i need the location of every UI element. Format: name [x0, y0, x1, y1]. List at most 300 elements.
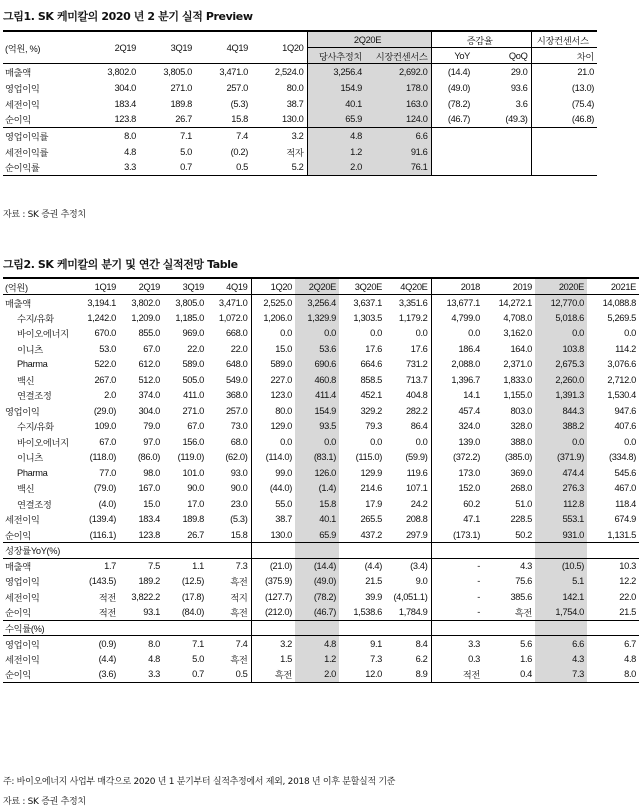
figure2-cell: (0.9) [98, 638, 116, 649]
figure2-cell: 304.0 [138, 405, 160, 416]
figure1-cell: 93.6 [510, 82, 528, 93]
figure2-row-label: 수지/유화 [17, 422, 54, 433]
figure2-cell: 126.0 [295, 465, 339, 481]
figure2-row-label: 백신 [17, 484, 35, 495]
figure1-row-label: 영업이익률 [3, 128, 79, 144]
figure2-cell: 14.1 [431, 388, 483, 404]
figure2-cell [431, 620, 483, 636]
figure2-cell: 17.9 [365, 498, 382, 509]
figure2-row-label: 순이익 [5, 670, 31, 680]
figure2-row [3, 372, 639, 388]
figure2-cell [295, 543, 339, 559]
figure2-cell: 9.0 [415, 576, 428, 587]
figure2-col-header: 2Q19 [119, 278, 163, 295]
figure2-cell: 39.9 [365, 591, 382, 602]
figure2-cell: 79.0 [143, 421, 160, 432]
figure2-cell: (173.1) [431, 527, 483, 543]
figure2-cell: 3.3 [148, 669, 160, 679]
figure2-cell: 6.2 [415, 653, 428, 664]
figure1-cell [473, 144, 531, 160]
figure1-row [3, 144, 597, 160]
figure1-cell: 4.8 [124, 146, 136, 157]
figure2-cell: 0.0 [535, 434, 587, 450]
figure2-cell: 흑전 [251, 667, 295, 683]
figure2-row-label: 이니츠 [17, 344, 43, 355]
figure2-cell: 0.0 [370, 328, 382, 339]
figure2-cell: 388.0 [510, 436, 532, 447]
figure1-cell [431, 144, 473, 160]
figure2-col-header: 2021E [587, 278, 639, 295]
figure1-cell: 7.1 [139, 128, 195, 144]
figure2-cell: 90.0 [230, 483, 248, 494]
figure2-row [3, 558, 639, 574]
figure2-cell: (4,051.1) [393, 591, 428, 602]
figure2-cell: 167.0 [138, 483, 160, 494]
figure1-cell: 3,805.0 [163, 66, 192, 77]
figure2-cell [483, 620, 535, 636]
figure1-table-body [3, 64, 597, 176]
figure2-cell: 73.0 [230, 421, 248, 432]
figure2-row-label: 매출액 [5, 298, 31, 309]
figure1-header-row-1 [3, 31, 597, 48]
figure1-cell: 5.2 [291, 162, 304, 173]
figure2-cell: 969.0 [182, 328, 204, 339]
figure2-col-header: 2018 [431, 278, 483, 295]
figure1-cell: 65.9 [307, 112, 365, 128]
figure2-cell: 75.6 [515, 576, 532, 587]
figure2-cell: - [431, 574, 483, 590]
figure2-row [3, 574, 639, 590]
figure2-cell: 931.0 [535, 527, 587, 543]
figure2-cell: 297.9 [405, 529, 428, 540]
figure2-cell: 8.0 [624, 669, 636, 679]
figure2-col-header: 3Q20E [339, 278, 385, 295]
figure2-cell: 3,256.4 [295, 295, 339, 311]
figure2-cell: 123.8 [138, 529, 160, 540]
figure2-cell: 208.8 [405, 514, 428, 525]
figure2-cell: 553.1 [535, 512, 587, 528]
figure1-cell: 178.0 [365, 80, 431, 96]
figure2-row [3, 326, 639, 342]
figure2-cell: 1,303.5 [353, 312, 382, 323]
figure2-cell [385, 543, 431, 559]
figure1-subheader: QoQ [473, 48, 531, 64]
figure2-cell: 3,637.1 [353, 297, 382, 308]
figure2-row-label: 세전이익 [5, 592, 40, 603]
figure2-cell: 15.0 [143, 498, 160, 509]
figure2-cell [251, 620, 295, 636]
figure1-cell [473, 160, 531, 176]
figure2-cell [207, 543, 251, 559]
figure1-cell: 3,802.0 [107, 66, 136, 77]
figure1-row [3, 112, 597, 128]
figure2-row-label: 순이익 [5, 530, 31, 541]
figure2-col-header: 1Q20 [251, 278, 295, 295]
figure2-cell: 4.8 [624, 653, 636, 664]
figure1-cell [431, 160, 473, 176]
figure2-cell: 0.0 [295, 434, 339, 450]
figure2-cell: 53.6 [295, 341, 339, 357]
figure2-cell: 411.0 [183, 390, 204, 401]
figure1-cell: (49.3) [505, 114, 528, 125]
figure2-cell: 164.0 [510, 343, 532, 354]
figure2-cell: 0.3 [431, 651, 483, 667]
figure2-cell: 589.0 [251, 357, 295, 373]
figure1-cell: 0.5 [236, 162, 248, 173]
figure2-cell: 545.6 [614, 467, 636, 478]
figure2-cell: 67.0 [187, 421, 204, 432]
figure2-cell: 1,242.0 [87, 312, 116, 323]
figure2-cell: 0.4 [520, 669, 532, 679]
figure2-cell: (10.5) [535, 558, 587, 574]
figure2-cell: 329.2 [360, 405, 382, 416]
figure2-cell: 22.0 [619, 591, 636, 602]
figure2-cell: 668.0 [225, 328, 248, 339]
figure2-cell: 4,708.0 [503, 312, 532, 323]
figure2-cell: 2.0 [295, 667, 339, 683]
figure2-cell: 4.8 [295, 636, 339, 652]
figure2-cell: 적전 [98, 592, 116, 603]
figure2-cell: (4.4) [364, 561, 382, 571]
figure1-col-header: 1Q20 [251, 31, 307, 64]
figure2-cell: 67.0 [99, 436, 116, 447]
figure2-cell: (12.5) [181, 576, 204, 587]
figure2-cell: 731.2 [405, 359, 428, 370]
figure2-cell: 0.0 [535, 326, 587, 342]
figure2-row [3, 295, 639, 311]
figure2-source: 자료 : SK 증권 추정치 [3, 797, 86, 807]
figure2-cell: 86.4 [410, 421, 428, 432]
figure2-cell: 130.0 [251, 527, 295, 543]
figure2-cell: 276.3 [535, 481, 587, 497]
figure1-cell: 163.0 [365, 96, 431, 112]
figure2-cell: 3,802.0 [131, 297, 160, 308]
figure2-cell: (4.0) [98, 498, 116, 509]
figure2-cell: 93.1 [143, 607, 160, 617]
figure2-row [3, 589, 639, 605]
figure2-cell: 467.0 [614, 483, 636, 494]
figure2-cell: 452.1 [360, 390, 382, 401]
figure2-note: 주: 바이오에너지 사업부 매각으로 2020 년 1 분기부터 실적추정에서 제외, 2018 년 이후 분할실적 기준 [3, 777, 396, 787]
figure2-cell: 118.4 [615, 498, 636, 509]
figure2-cell: 2,525.0 [251, 295, 295, 311]
figure2-cell: 142.1 [535, 589, 587, 605]
figure2-row [3, 651, 639, 667]
figure2-cell [535, 620, 587, 636]
figure2-cell: 505.0 [182, 374, 204, 385]
figure2-cell: 26.7 [187, 529, 204, 540]
figure2-cell: 1,179.2 [398, 312, 428, 323]
figure2-cell: 12,770.0 [535, 295, 587, 311]
figure1-group-2q20e: 2Q20E [307, 31, 431, 48]
figure2-cell: (84.0) [181, 607, 204, 617]
figure2-cell [207, 620, 251, 636]
figure1-cell: 91.6 [365, 144, 431, 160]
figure1-cell: (49.0) [431, 80, 473, 96]
figure2-cell: 107.1 [405, 483, 428, 494]
figure2-cell: 664.6 [360, 359, 382, 370]
figure2-cell: 4.8 [148, 653, 160, 664]
figure2-row [3, 357, 639, 373]
figure1-cell: 257.0 [226, 82, 248, 93]
figure2-cell: 460.8 [295, 372, 339, 388]
figure2-cell: 3,471.0 [218, 297, 248, 308]
figure1-cell: 2,692.0 [365, 64, 431, 80]
figure2-cell: 67.0 [143, 343, 160, 354]
figure2-cell: 13,677.1 [431, 295, 483, 311]
figure2-cell: (115.0) [355, 452, 382, 463]
figure2-cell: 22.0 [230, 343, 248, 354]
figure1-col-header: 3Q19 [139, 31, 195, 64]
figure2-cell: (29.0) [93, 405, 116, 416]
figure2-cell: 152.0 [431, 481, 483, 497]
figure2-cell: 844.3 [535, 403, 587, 419]
figure2-cell: (78.2) [295, 589, 339, 605]
figure2-table-body [3, 295, 639, 683]
figure1-title: 그림1. SK 케미칼의 2020 년 2 분기 실적 Preview [3, 10, 253, 23]
figure1-unit-label: (억원, %) [3, 31, 79, 64]
figure2-row [3, 512, 639, 528]
figure2-cell: 947.6 [614, 405, 636, 416]
figure1-cell: 189.8 [170, 98, 192, 109]
figure2-cell [587, 620, 639, 636]
figure2-cell: 1,538.6 [353, 607, 382, 617]
figure2-cell: (86.0) [137, 452, 160, 463]
figure2-cell: 268.0 [510, 483, 532, 494]
figure2-cell: (385.0) [504, 452, 532, 463]
figure2-cell: 512.0 [138, 374, 160, 385]
figure1-cell: (14.4) [431, 64, 473, 80]
figure2-cell: 374.0 [138, 390, 160, 401]
figure2-row [3, 403, 639, 419]
figure2-title: 그림2. SK 케미칼의 분기 및 연간 실적전망 Table [3, 258, 238, 271]
figure2-row-label: 바이오에너지 [17, 329, 69, 340]
figure1-cell: 7.4 [195, 128, 251, 144]
figure1-cell: 76.1 [365, 160, 431, 176]
figure1-cell: 4.8 [307, 128, 365, 144]
figure2-row [3, 481, 639, 497]
figure2-cell: (5.3) [230, 514, 248, 525]
figure2-cell: 23.0 [230, 498, 248, 509]
figure1-subheader: 시장컨센서스 [365, 48, 431, 64]
figure2-section-row [3, 543, 639, 559]
figure2-cell: 15.8 [295, 496, 339, 512]
figure2-cell: 8.9 [415, 669, 428, 679]
figure2-row-label: 영업이익 [5, 639, 40, 650]
figure2-cell: 17.6 [365, 343, 382, 354]
figure2-cell: 0.0 [295, 326, 339, 342]
figure2-cell: 21.5 [619, 607, 636, 617]
figure2-cell: 1,396.7 [431, 372, 483, 388]
figure2-cell: 65.9 [295, 527, 339, 543]
figure2-cell: 0.0 [624, 436, 636, 447]
figure1-cell: (13.0) [531, 80, 597, 96]
figure2-row [3, 450, 639, 466]
figure2-cell: 3,822.2 [131, 591, 160, 602]
figure2-cell: 385.6 [510, 591, 532, 602]
figure2-cell: 17.0 [187, 498, 204, 509]
figure2-cell: 713.7 [405, 374, 428, 385]
figure2-cell: 2,260.0 [535, 372, 587, 388]
figure2-row [3, 527, 639, 543]
figure2-row [3, 605, 639, 621]
figure1-row-label: 세전이익 [5, 99, 40, 110]
figure2-cell [75, 543, 119, 559]
figure2-cell: 4.3 [520, 561, 532, 571]
figure2-cell: 3,194.1 [87, 297, 116, 308]
figure2-cell: 101.0 [182, 467, 204, 478]
figure1-cell [473, 128, 531, 144]
figure2-cell [431, 543, 483, 559]
figure1-cell: (75.4) [531, 96, 597, 112]
figure2-cell: 674.9 [614, 514, 636, 525]
figure2-cell: 1,754.0 [535, 605, 587, 621]
figure2-section-title: 성장률YoY(%) [3, 543, 75, 559]
figure2-cell: 10.3 [619, 561, 636, 571]
figure2-cell: - [431, 589, 483, 605]
figure2-cell: 2,088.0 [431, 357, 483, 373]
figure1-cell: 304.0 [114, 82, 136, 93]
figure2-row [3, 636, 639, 652]
figure1-cell: 3,256.4 [307, 64, 365, 80]
figure2-cell: (371.9) [535, 450, 587, 466]
figure1-cell: 3.2 [251, 128, 307, 144]
figure2-cell: 228.5 [510, 514, 532, 525]
figure1-cell: 적자 [286, 147, 304, 158]
figure1-cell: 3,471.0 [219, 66, 248, 77]
figure2-cell: 15.8 [230, 529, 248, 540]
figure1-cell: 3.6 [515, 98, 528, 109]
figure2-cell: (118.0) [89, 452, 116, 463]
figure2-cell: 1,784.9 [398, 607, 428, 617]
figure1-cell: (46.7) [431, 112, 473, 128]
figure2-cell: 1,391.3 [535, 388, 587, 404]
figure2-cell: (79.0) [93, 483, 116, 494]
figure2-cell: 112.8 [535, 496, 587, 512]
figure1-subheader: 당사추정치 [307, 48, 365, 64]
figure2-cell: 265.5 [360, 514, 382, 525]
figure2-cell: 0.0 [624, 328, 636, 339]
figure2-cell: 803.0 [510, 405, 532, 416]
figure1-cell: 1.2 [307, 144, 365, 160]
figure2-cell [385, 620, 431, 636]
figure1-row-label: 순이익률 [5, 163, 40, 174]
figure2-cell [587, 543, 639, 559]
figure2-cell: (44.0) [251, 481, 295, 497]
figure2-row [3, 465, 639, 481]
figure2-cell: 129.9 [360, 467, 382, 478]
figure2-cell: 189.2 [138, 576, 160, 587]
figure2-cell: (3.4) [410, 561, 428, 571]
figure2-cell: 388.2 [535, 419, 587, 435]
figure2-cell: 1,209.0 [131, 312, 160, 323]
figure2-cell: 154.9 [295, 403, 339, 419]
figure2-cell: 411.4 [295, 388, 339, 404]
figure2-row-label: 연결조정 [17, 391, 52, 402]
figure2-cell: 0.5 [235, 669, 248, 679]
figure1-subheader: YoY [431, 48, 473, 64]
figure2-cell: (46.7) [295, 605, 339, 621]
figure2-row-label: 매출액 [5, 562, 31, 572]
figure2-cell: 437.2 [360, 529, 382, 540]
figure2-header-row [3, 278, 639, 295]
figure2-cell: 50.2 [515, 529, 532, 540]
figure1-cell: 38.7 [286, 98, 304, 109]
figure2-cell: (372.2) [431, 450, 483, 466]
figure1-cell: 2.0 [307, 160, 365, 176]
figure2-row [3, 341, 639, 357]
figure2-col-header: 4Q19 [207, 278, 251, 295]
figure1-table [3, 30, 597, 176]
figure2-cell: 7.3 [535, 667, 587, 683]
figure2-row-label: 영업이익 [5, 577, 40, 588]
figure2-cell: 12.2 [619, 576, 636, 587]
figure2-cell [295, 620, 339, 636]
figure2-cell: 2,675.3 [535, 357, 587, 373]
figure1-group-diff: 시장컨센서스 [531, 31, 597, 48]
figure1-cell [531, 160, 597, 176]
figure2-cell: 68.0 [230, 436, 248, 447]
figure2-cell: 14,272.1 [498, 297, 532, 308]
figure2-cell: 1.1 [192, 561, 204, 571]
figure2-cell: 3.2 [251, 636, 295, 652]
figure1-cell: (78.2) [431, 96, 473, 112]
figure1-cell: 3.3 [124, 162, 136, 173]
figure2-row-label: 이니츠 [17, 453, 43, 464]
figure2-cell: 97.0 [143, 436, 160, 447]
figure2-cell: 1.6 [520, 653, 532, 664]
figure2-cell: 173.0 [431, 465, 483, 481]
figure2-cell: 5,018.6 [535, 310, 587, 326]
figure1-subheader: 차이 [531, 48, 597, 64]
figure2-row-label: 백신 [17, 375, 35, 386]
figure2-cell: 0.0 [415, 328, 428, 339]
figure2-cell: (83.1) [295, 450, 339, 466]
figure2-row-label: Pharma [17, 359, 48, 370]
figure2-cell: 1,833.0 [503, 374, 532, 385]
figure2-cell: 98.0 [143, 467, 160, 478]
figure1-cell: 123.8 [114, 114, 136, 125]
figure2-cell: 257.0 [225, 405, 248, 416]
figure2-cell: 적전 [431, 667, 483, 683]
figure2-cell: 7.1 [192, 638, 204, 649]
figure1-row [3, 128, 597, 144]
figure1-cell: 8.0 [79, 128, 139, 144]
figure2-cell: (139.4) [88, 514, 116, 525]
figure1-cell [531, 128, 597, 144]
figure2-cell: 3,076.6 [607, 359, 636, 370]
figure2-cell: 123.0 [251, 388, 295, 404]
figure2-col-header: 4Q20E [385, 278, 431, 295]
figure2-cell: 8.4 [415, 638, 428, 649]
figure2-cell: 522.0 [94, 359, 116, 370]
figure1-cell: (5.3) [230, 98, 248, 109]
figure2-row [3, 310, 639, 326]
figure2-cell: (49.0) [295, 574, 339, 590]
figure2-cell: 흑전 [230, 608, 248, 618]
figure2-cell: (119.0) [177, 452, 204, 463]
figure2-row [3, 667, 639, 683]
figure2-cell: 7.4 [235, 638, 248, 649]
figure2-col-header: 1Q19 [75, 278, 119, 295]
figure2-cell [251, 543, 295, 559]
figure1-cell: 26.7 [175, 114, 192, 125]
figure2-row-label: 영업이익 [5, 406, 40, 417]
figure2-row [3, 496, 639, 512]
figure2-cell: 2.0 [104, 390, 116, 401]
figure2-cell: 6.7 [624, 638, 636, 649]
figure2-cell: 156.0 [182, 436, 204, 447]
